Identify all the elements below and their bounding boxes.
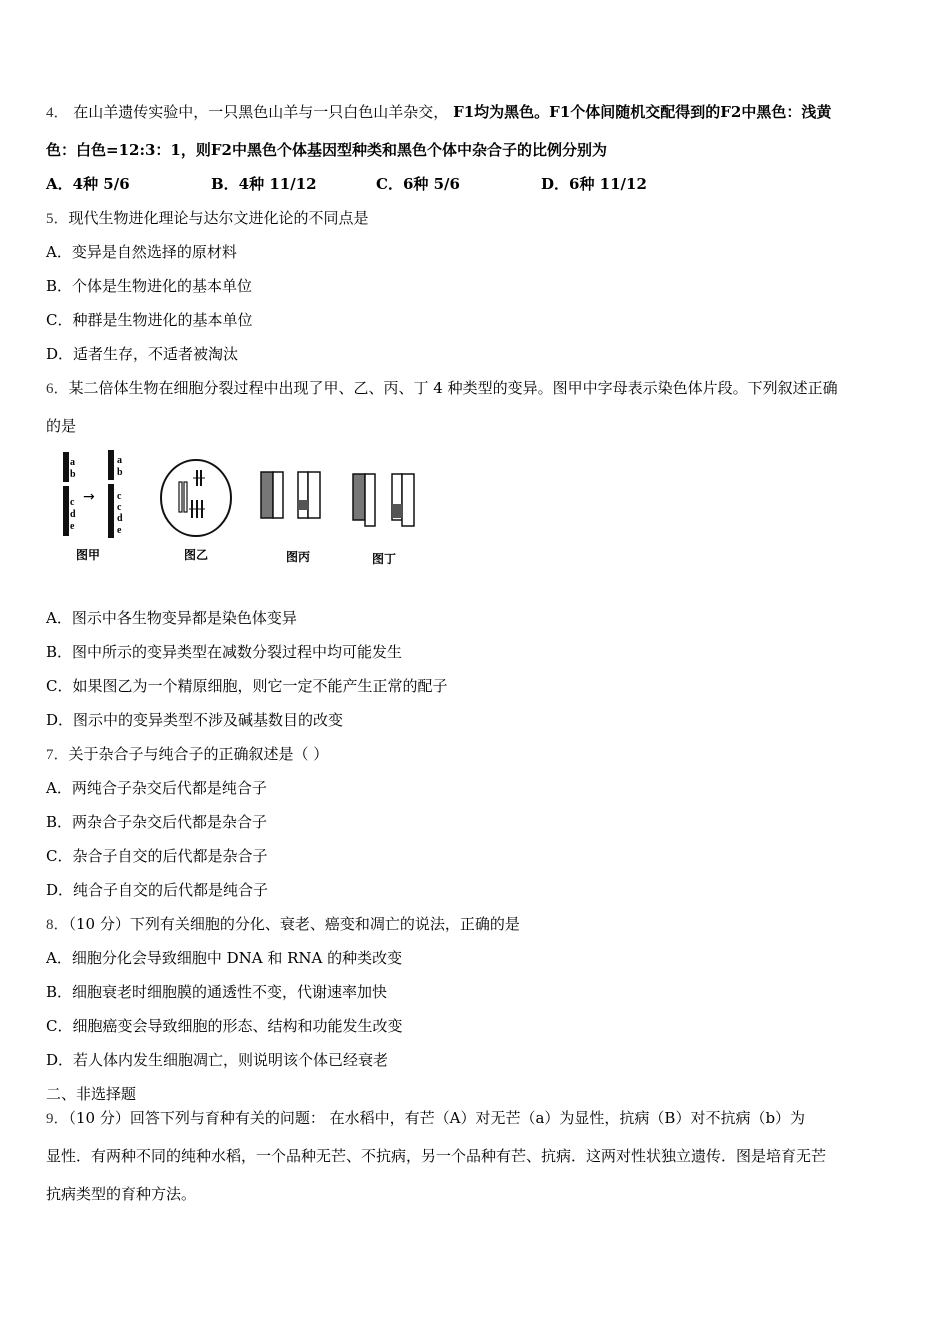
q4-option-a: A．4种 5/6 — [46, 175, 130, 193]
q6-option-a: A．图示中各生物变异都是染色体变异 — [46, 609, 297, 627]
q4-number: 4． — [46, 105, 69, 121]
q4-line-1 — [46, 102, 831, 123]
chromosome-before — [63, 452, 69, 536]
q7-option-b: B．两杂合子杂交后代都是杂合子 — [46, 813, 268, 831]
q4-stem-a: 在山羊遗传实验中，一只黑色山羊与一只白色山羊杂交， — [73, 103, 449, 121]
exchanged-segment — [298, 500, 308, 510]
q5-option-d: D．适者生存，不适者被淘汰 — [46, 345, 239, 363]
arrow: → — [83, 489, 95, 505]
q5-stem: 现代生物进化理论与达尔文进化论的不同点是 — [68, 209, 369, 227]
chromosome-figure-svg — [46, 446, 426, 576]
figure-yi — [161, 460, 231, 536]
left-letter-b: b — [70, 469, 76, 480]
q9-stem-line — [46, 1108, 805, 1129]
figure-label-yi: 图乙 — [184, 548, 209, 562]
q6-option-c: C．如果图乙为一个精原细胞，则它一定不能产生正常的配子 — [46, 677, 448, 695]
figure-label-ding: 图丁 — [372, 552, 397, 566]
section-heading: 二、非选择题 — [46, 1085, 137, 1103]
q6-option-d: D．图示中的变异类型不涉及碱基数目的改变 — [46, 711, 344, 729]
figure-bing — [261, 472, 320, 518]
figure-label-jia: 图甲 — [76, 548, 101, 562]
centromere-before — [63, 482, 69, 486]
right-letter-a: a — [117, 455, 122, 466]
right-letter-d: d — [117, 513, 123, 524]
q6-stem-line — [46, 378, 838, 399]
q8-option-a: A．细胞分化会导致细胞中 DNA 和 RNA 的种类改变 — [46, 949, 403, 967]
q4-option-c: C．6种 5/6 — [376, 175, 460, 193]
figure-label-bing: 图丙 — [286, 550, 311, 564]
chromatid-white-c — [402, 474, 414, 526]
right-letter-c1: c — [117, 491, 122, 502]
chromatid-white-1 — [273, 472, 283, 518]
q7-option-a: A．两纯合子杂交后代都是纯合子 — [46, 779, 267, 797]
q9-stem-b: 显性．有两种不同的纯种水稻，一个品种无芒、不抗病，另一个品种有芒、抗病．这两对性状独立遗传．图是培育无芒 — [46, 1147, 827, 1165]
chromosome-single-2 — [184, 482, 187, 512]
q7-stem-line — [46, 744, 328, 765]
q5-option-c: C．种群是生物进化的基本单位 — [46, 311, 253, 329]
chromatid-white-3 — [308, 472, 320, 518]
q8-option-d: D．若人体内发生细胞凋亡，则说明该个体已经衰老 — [46, 1051, 389, 1069]
q4-stem-c: 色：白色=12:3：1，则F2中黑色个体基因型种类和黑色个体中杂合子的比例分别为 — [46, 141, 607, 159]
q9-stem-c: 抗病类型的育种方法。 — [46, 1185, 197, 1203]
right-letter-c2: c — [117, 502, 122, 513]
q6-number: 6． — [46, 381, 69, 397]
left-letter-c: c — [70, 497, 75, 508]
figure-jia — [63, 450, 123, 538]
q8-option-c: C．细胞癌变会导致细胞的形态、结构和功能发生改变 — [46, 1017, 403, 1035]
chromosome-after — [108, 450, 114, 538]
q9-stem-a: （10 分）回答下列与育种有关的问题： 在水稻中，有芒（A）对无芒（a）为显性，抗病（B）对不抗病（b）为 — [68, 1109, 806, 1127]
translocated-segment — [392, 504, 402, 518]
figure-ding — [353, 474, 414, 526]
q4-stem-b: F1均为黑色。F1个体间随机交配得到的F2中黑色：浅黄 — [453, 103, 832, 121]
chromosome-single-1 — [179, 482, 182, 512]
q8-stem: （10 分）下列有关细胞的分化、衰老、癌变和凋亡的说法，正确的是 — [68, 915, 520, 933]
q8-option-b: B．细胞衰老时细胞膜的通透性不变，代谢速率加快 — [46, 983, 388, 1001]
chromatid-white-a — [365, 474, 375, 526]
chromatid-white-2 — [298, 472, 308, 518]
q8-number: 8． — [46, 917, 69, 933]
q8-stem-line — [46, 914, 520, 935]
left-letter-e: e — [70, 521, 75, 532]
q6-option-b: B．图中所示的变异类型在减数分裂过程中均可能发生 — [46, 643, 403, 661]
q7-stem: 关于杂合子与纯合子的正确叙述是（ ） — [68, 745, 329, 763]
q7-number: 7． — [46, 747, 69, 763]
chromosome-shaded — [261, 472, 273, 518]
q4-option-d: D．6种 11/12 — [541, 175, 647, 193]
centromere-after — [108, 480, 114, 484]
q5-option-a: A．变异是自然选择的原材料 — [46, 243, 237, 261]
q6-stem-b: 的是 — [46, 417, 77, 435]
q4-options — [46, 174, 706, 194]
q7-option-c: C．杂合子自交的后代都是杂合子 — [46, 847, 268, 865]
left-letter-d: d — [70, 509, 76, 520]
q9-number: 9． — [46, 1111, 69, 1127]
q4-option-b: B．4种 11/12 — [211, 175, 317, 193]
q7-option-d: D．纯合子自交的后代都是纯合子 — [46, 881, 269, 899]
q5-number: 5． — [46, 211, 69, 227]
right-letter-e: e — [117, 525, 122, 536]
left-letter-a: a — [70, 457, 75, 468]
chromosome-figure — [46, 446, 426, 576]
q5-stem-line — [46, 208, 369, 229]
chromosome-shaded-1 — [353, 474, 365, 520]
q6-stem-a: 某二倍体生物在细胞分裂过程中出现了甲、乙、丙、丁 4 种类型的变异。图甲中字母表示染色体片段。下列叙述正确 — [68, 379, 838, 397]
q5-option-b: B．个体是生物进化的基本单位 — [46, 277, 253, 295]
right-letter-b: b — [117, 467, 123, 478]
